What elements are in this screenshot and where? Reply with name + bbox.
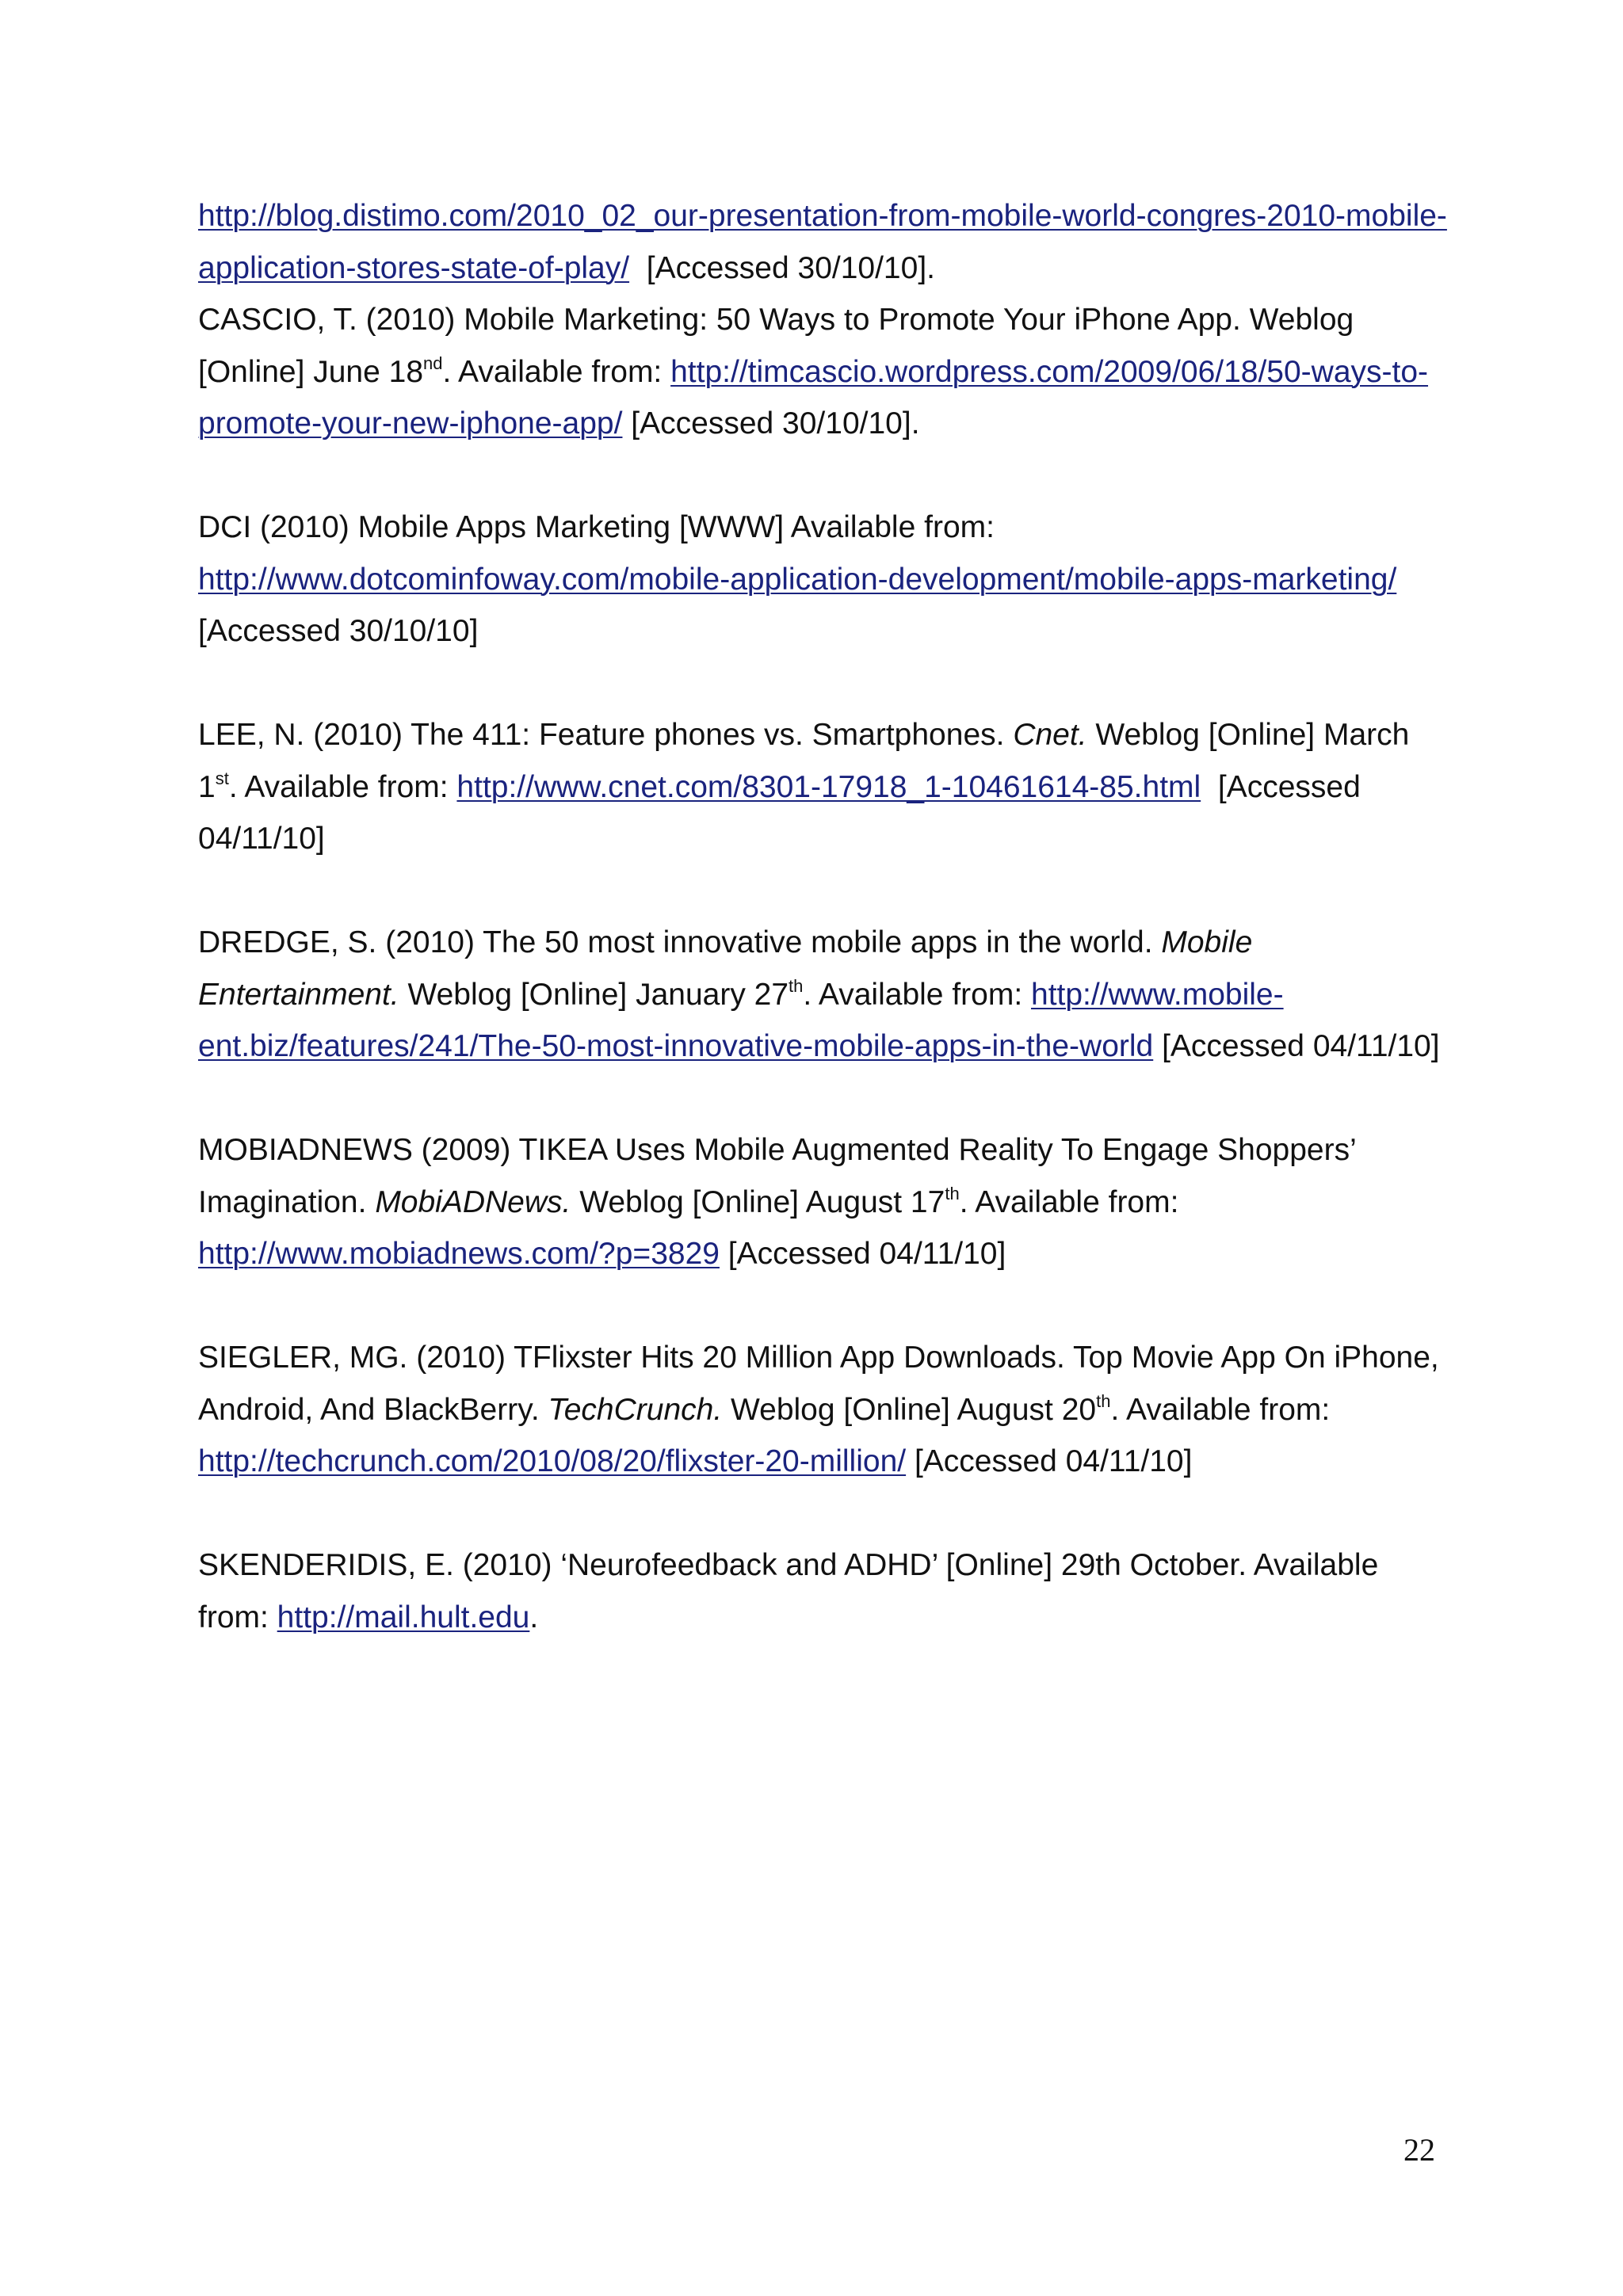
reference-text: Weblog [Online] March 1 — [198, 718, 1419, 804]
accessed-date: [Accessed 04/11/10] — [1153, 1029, 1440, 1063]
ordinal-suffix: st — [215, 768, 229, 788]
reference-link-mobile-ent[interactable]: http://www.mobile-ent.biz/features/241/The-50-most-innovative-mobile-apps-in-the-world — [198, 977, 1284, 1063]
reference-link-cnet[interactable]: http://www.cnet.com/8301-17918_1-10461614-85.html — [456, 769, 1201, 804]
reference-list — [198, 190, 1450, 1643]
reference-siegler — [198, 1332, 1450, 1488]
reference-skenderidis — [198, 1539, 1450, 1643]
accessed-date: [Accessed 04/11/10] — [906, 1444, 1193, 1478]
reference-text: Weblog [Online] January 27 — [399, 977, 789, 1012]
reference-end: . — [529, 1600, 539, 1634]
publication-name: Mobile Entertainment. — [198, 925, 1253, 1012]
reference-link-mobiadnews[interactable]: http://www.mobiadnews.com/?p=3829 — [198, 1237, 720, 1271]
reference-text: LEE, N. (2010) The 411: Feature phones vs. Smartphones. — [198, 718, 1014, 752]
reference-dci — [198, 502, 1450, 658]
publication-name: MobiADNews. — [375, 1184, 571, 1219]
accessed-date: [Accessed 04/11/10] — [198, 769, 1369, 856]
page-number: 22 — [1403, 2132, 1435, 2168]
ordinal-suffix: th — [1096, 1390, 1111, 1411]
reference-text: MOBIADNEWS (2009) TIKEA Uses Mobile Augmented Reality To Engage Shoppers’ Imagination. — [198, 1133, 1365, 1219]
reference-text: . Available from: — [803, 977, 1031, 1012]
reference-lee — [198, 709, 1450, 865]
reference-text: CASCIO, T. (2010) Mobile Marketing: 50 Ways to Promote Your iPhone App. Weblog [Online] June 18 — [198, 303, 1354, 389]
reference-text: . Available from: — [228, 769, 457, 804]
ordinal-suffix: th — [945, 1183, 960, 1203]
reference-link-cascio[interactable]: http://timcascio.wordpress.com/2009/06/18/50-ways-to-promote-your-new-iphone-app/ — [198, 354, 1429, 441]
reference-text: Weblog [Online] August 20 — [722, 1392, 1097, 1427]
publication-name: Cnet. — [1013, 718, 1087, 752]
reference-link-distimo[interactable]: http://blog.distimo.com/2010_02_our-presentation-from-mobile-world-congres-2010-mobile-application-stores-state-of-play/ — [198, 199, 1447, 285]
reference-link-techcrunch[interactable]: http://techcrunch.com/2010/08/20/flixster-20-million/ — [198, 1444, 907, 1478]
publication-name: TechCrunch. — [548, 1392, 723, 1427]
reference-link-dci[interactable]: http://www.dotcominfoway.com/mobile-application-development/mobile-apps-marketing/ — [198, 562, 1397, 597]
accessed-date: [Accessed 30/10/10]. — [629, 250, 935, 285]
ordinal-suffix: nd — [423, 353, 443, 373]
reference-text: SKENDERIDIS, E. (2010) ‘Neurofeedback and ADHD’ [Online] 29th October. Available from: — [198, 1548, 1388, 1634]
ordinal-suffix: th — [789, 975, 804, 996]
reference-dredge — [198, 917, 1450, 1073]
reference-text: SIEGLER, MG. (2010) TFlixster Hits 20 Million App Downloads. Top Movie App On iPhone, Android, And BlackBerry. — [198, 1341, 1446, 1427]
reference-text: Weblog [Online] August 17 — [571, 1184, 945, 1219]
reference-mobiadnews — [198, 1124, 1450, 1280]
reference-text: DREDGE, S. (2010) The 50 most innovative mobile apps in the world. — [198, 925, 1162, 959]
reference-text: . Available from: — [442, 354, 671, 389]
reference-text: . Available from: — [1110, 1392, 1339, 1427]
accessed-date: [Accessed 30/10/10]. — [622, 406, 920, 441]
accessed-date: [Accessed 30/10/10] — [198, 562, 1406, 648]
accessed-date: [Accessed 04/11/10] — [719, 1237, 1006, 1271]
reference-distimo — [198, 190, 1450, 294]
reference-text: DCI (2010) Mobile Apps Marketing [WWW] Available from: — [198, 510, 995, 544]
reference-link-hult[interactable]: http://mail.hult.edu — [277, 1600, 530, 1634]
reference-cascio — [198, 294, 1450, 450]
reference-text: . Available from: — [959, 1184, 1188, 1219]
